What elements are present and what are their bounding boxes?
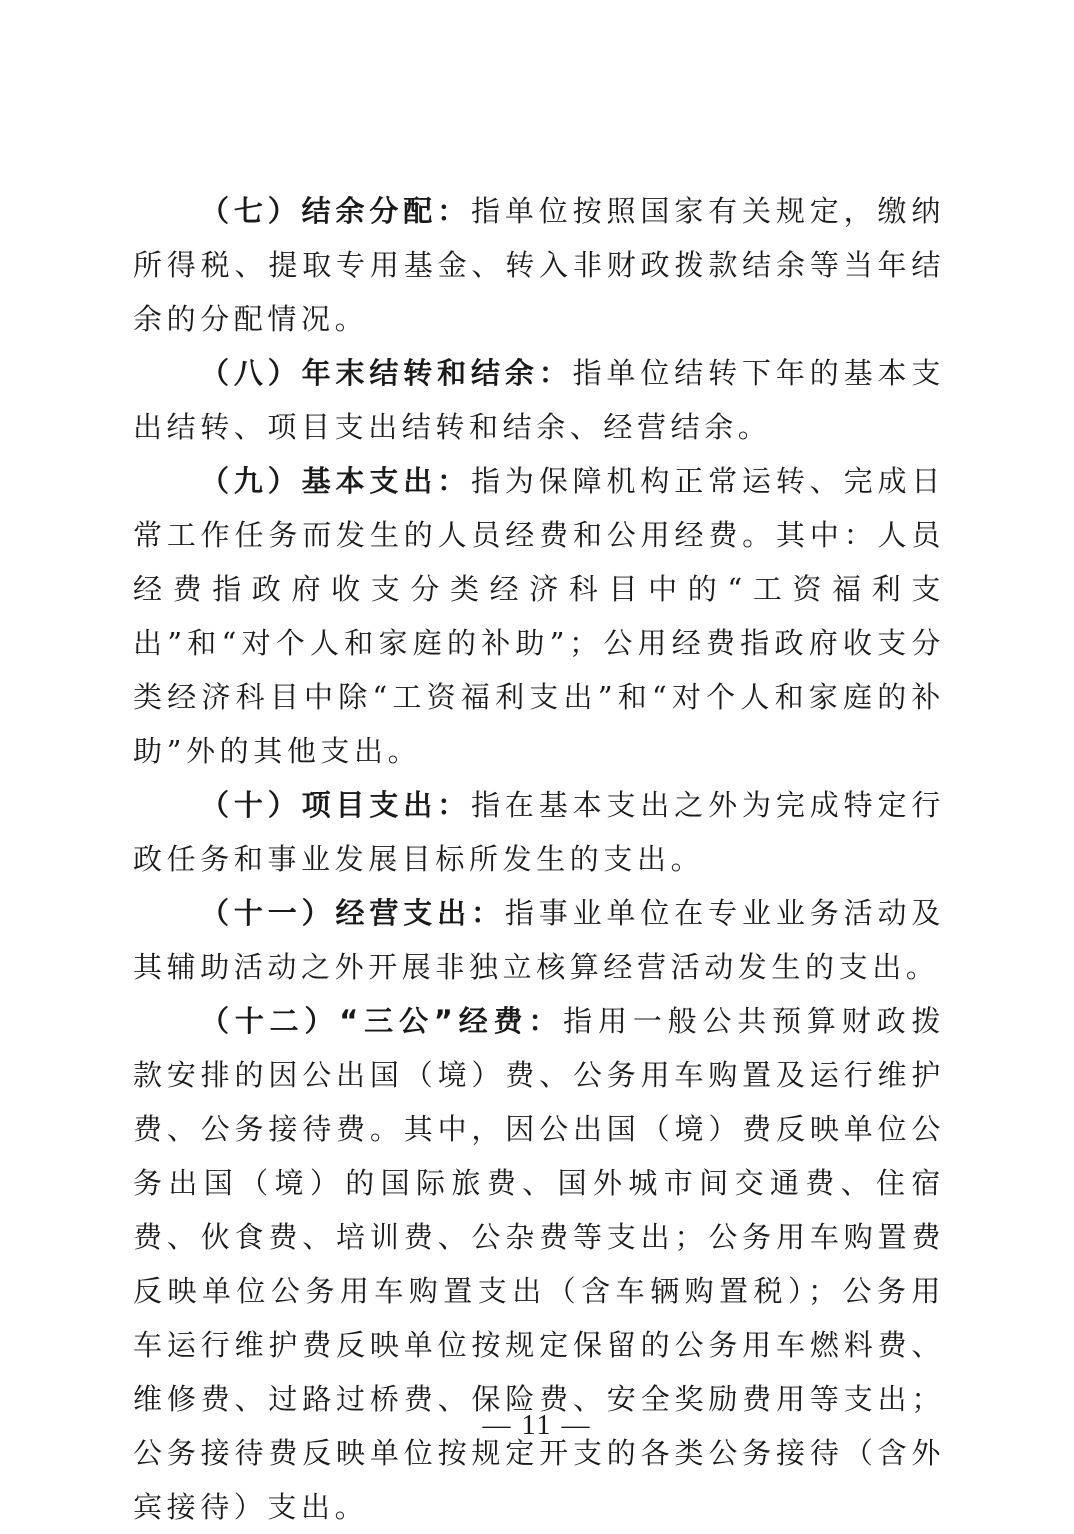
- page-number: — 11 —: [482, 1410, 592, 1441]
- paragraph-heading: （十一）经营支出：: [200, 896, 505, 930]
- paragraph-heading: （十）项目支出：: [200, 788, 472, 822]
- paragraph-text: 指为保障机构正常运转、完成日常工作任务而发生的人员经费和公用经费。其中：人员经费指政府收支分类经济科目中的“工资福利支出”和“对个人和家庭的补助”；公用经费指政府收支分类经济科目中除“工资福利支出”和“对个人和家庭的补助”外的其他支出。: [133, 464, 945, 768]
- paragraph-three-public-expenses: [133, 994, 945, 1534]
- paragraph-operating-expenditure: [133, 886, 945, 994]
- paragraph-text: 指在基本支出之外为完成特定行政任务和事业发展目标所发生的支出。: [133, 788, 945, 876]
- paragraph-project-expenditure: [133, 778, 945, 886]
- paragraph-basic-expenditure: [133, 454, 945, 778]
- paragraph-year-end-carryover: [133, 346, 945, 454]
- paragraph-text: 指用一般公共预算财政拨款安排的因公出国（境）费、公务用车购置及运行维护费、公务接待费。其中，因公出国（境）费反映单位公务出国（境）的国际旅费、国外城市间交通费、住宿费、伙食费、培训费、公杂费等支出；公务用车购置费反映单位公务用车购置支出（含车辆购置税）；公务用车运行维护费反映单位按规定保留的公务用车燃料费、维修费、过路过桥费、保险费、安全奖励费用等支出；公务接待费反映单位按规定开支的各类公务接待（含外宾接待）支出。: [133, 1004, 945, 1524]
- paragraph-heading: （九）基本支出：: [200, 464, 472, 498]
- paragraph-heading: （七）结余分配：: [200, 194, 472, 228]
- paragraph-surplus-distribution: [133, 184, 945, 346]
- document-body: [133, 184, 945, 1534]
- paragraph-text: 指单位按照国家有关规定，缴纳所得税、提取专用基金、转入非财政拨款结余等当年结余的分配情况。: [133, 194, 945, 336]
- paragraph-text: 指单位结转下年的基本支出结转、项目支出结转和结余、经营结余。: [133, 356, 945, 444]
- paragraph-heading: （十二）“三公”经费：: [200, 1004, 564, 1038]
- paragraph-text: 指事业单位在专业业务活动及其辅助活动之外开展非独立核算经营活动发生的支出。: [133, 896, 945, 984]
- paragraph-heading: （八）年末结转和结余：: [200, 356, 573, 390]
